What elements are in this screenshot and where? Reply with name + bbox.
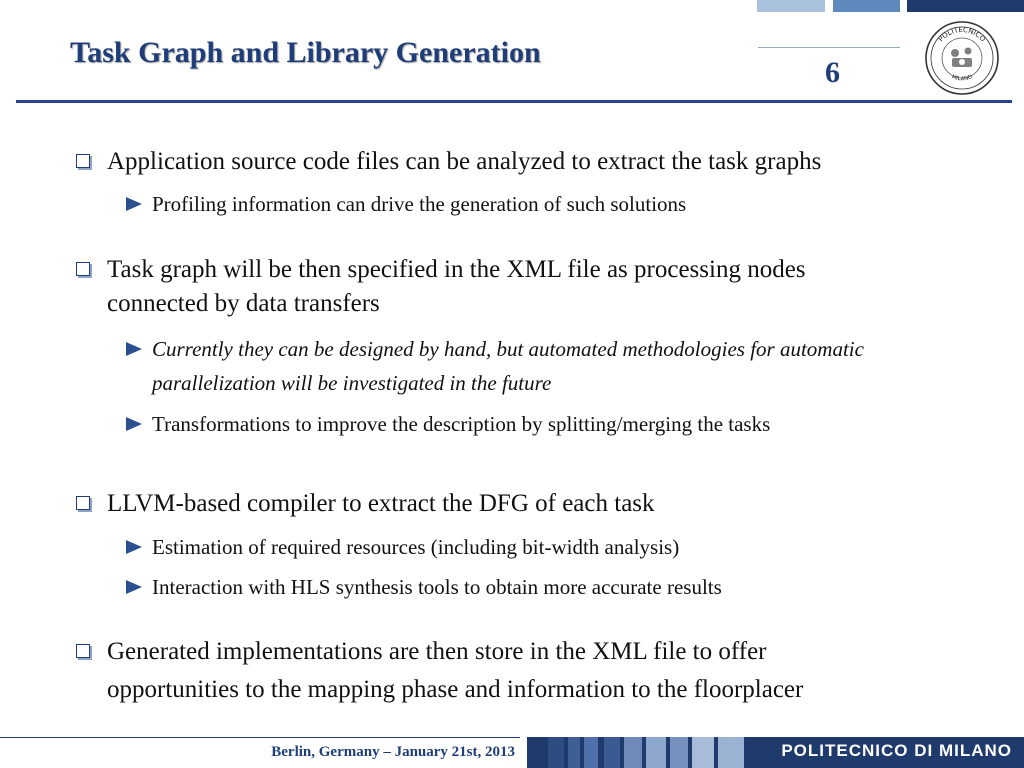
sub-bullet-text-line: parallelization will be investigated in the future — [152, 371, 552, 395]
bullet-text-line: connected by data transfers — [107, 290, 380, 317]
arrow-bullet-icon — [126, 342, 142, 356]
footer-stripe — [604, 737, 620, 768]
sub-bullet-text: Estimation of required resources (including bit-width analysis) — [152, 535, 680, 559]
title-underline — [16, 100, 1012, 103]
sub-bullet-text-line: Currently they can be designed by hand, but automated methodologies for automatic — [152, 337, 864, 361]
sub-bullet-text: Profiling information can drive the generation of such solutions — [152, 192, 687, 216]
square-bullet-icon — [76, 496, 90, 510]
footer-stripe — [692, 737, 714, 768]
bullet-text-line: opportunities to the mapping phase and information to the floorplacer — [107, 676, 804, 703]
footer-brand: POLITECNICO DI MILANO — [781, 741, 1012, 760]
sub-bullet-text: Interaction with HLS synthesis tools to obtain more accurate results — [152, 575, 722, 599]
footer-date: Berlin, Germany – January 21st, 2013 — [271, 744, 515, 760]
footer-stripe — [548, 737, 564, 768]
politecnico-seal-icon — [924, 20, 1000, 96]
top-accent-block-dark — [907, 0, 1024, 12]
footer-stripe — [568, 737, 580, 768]
square-bullet-icon — [76, 644, 90, 658]
slide-title: Task Graph and Library Generation — [70, 36, 541, 69]
footer-stripe — [718, 737, 744, 768]
logo-bottom-text: MILANO — [950, 74, 974, 83]
sub-bullet-text: Transformations to improve the description by splitting/merging the tasks — [152, 412, 771, 436]
bullet-text: LLVM-based compiler to extract the DFG of each task — [107, 490, 655, 517]
footer-rule — [0, 737, 520, 738]
logo-top-text: POLITECNICO — [936, 25, 987, 44]
footer-stripe — [670, 737, 688, 768]
page-number-rule — [758, 47, 900, 48]
top-accent-block-mid — [833, 0, 900, 12]
square-bullet-icon — [76, 262, 90, 276]
page-number: 6 — [825, 56, 840, 89]
bullet-text-line: Task graph will be then specified in the XML file as processing nodes — [107, 256, 806, 283]
arrow-bullet-icon — [126, 540, 142, 554]
footer-stripe — [584, 737, 598, 768]
square-bullet-icon — [76, 154, 90, 168]
footer-stripe — [624, 737, 642, 768]
bullet-text: Application source code files can be analyzed to extract the task graphs — [107, 148, 822, 175]
footer-stripe — [646, 737, 666, 768]
bullet-text-line: Generated implementations are then store in the XML file to offer — [107, 638, 767, 665]
top-accent-block-light — [757, 0, 825, 12]
arrow-bullet-icon — [126, 580, 142, 594]
arrow-bullet-icon — [126, 197, 142, 211]
arrow-bullet-icon — [126, 417, 142, 431]
